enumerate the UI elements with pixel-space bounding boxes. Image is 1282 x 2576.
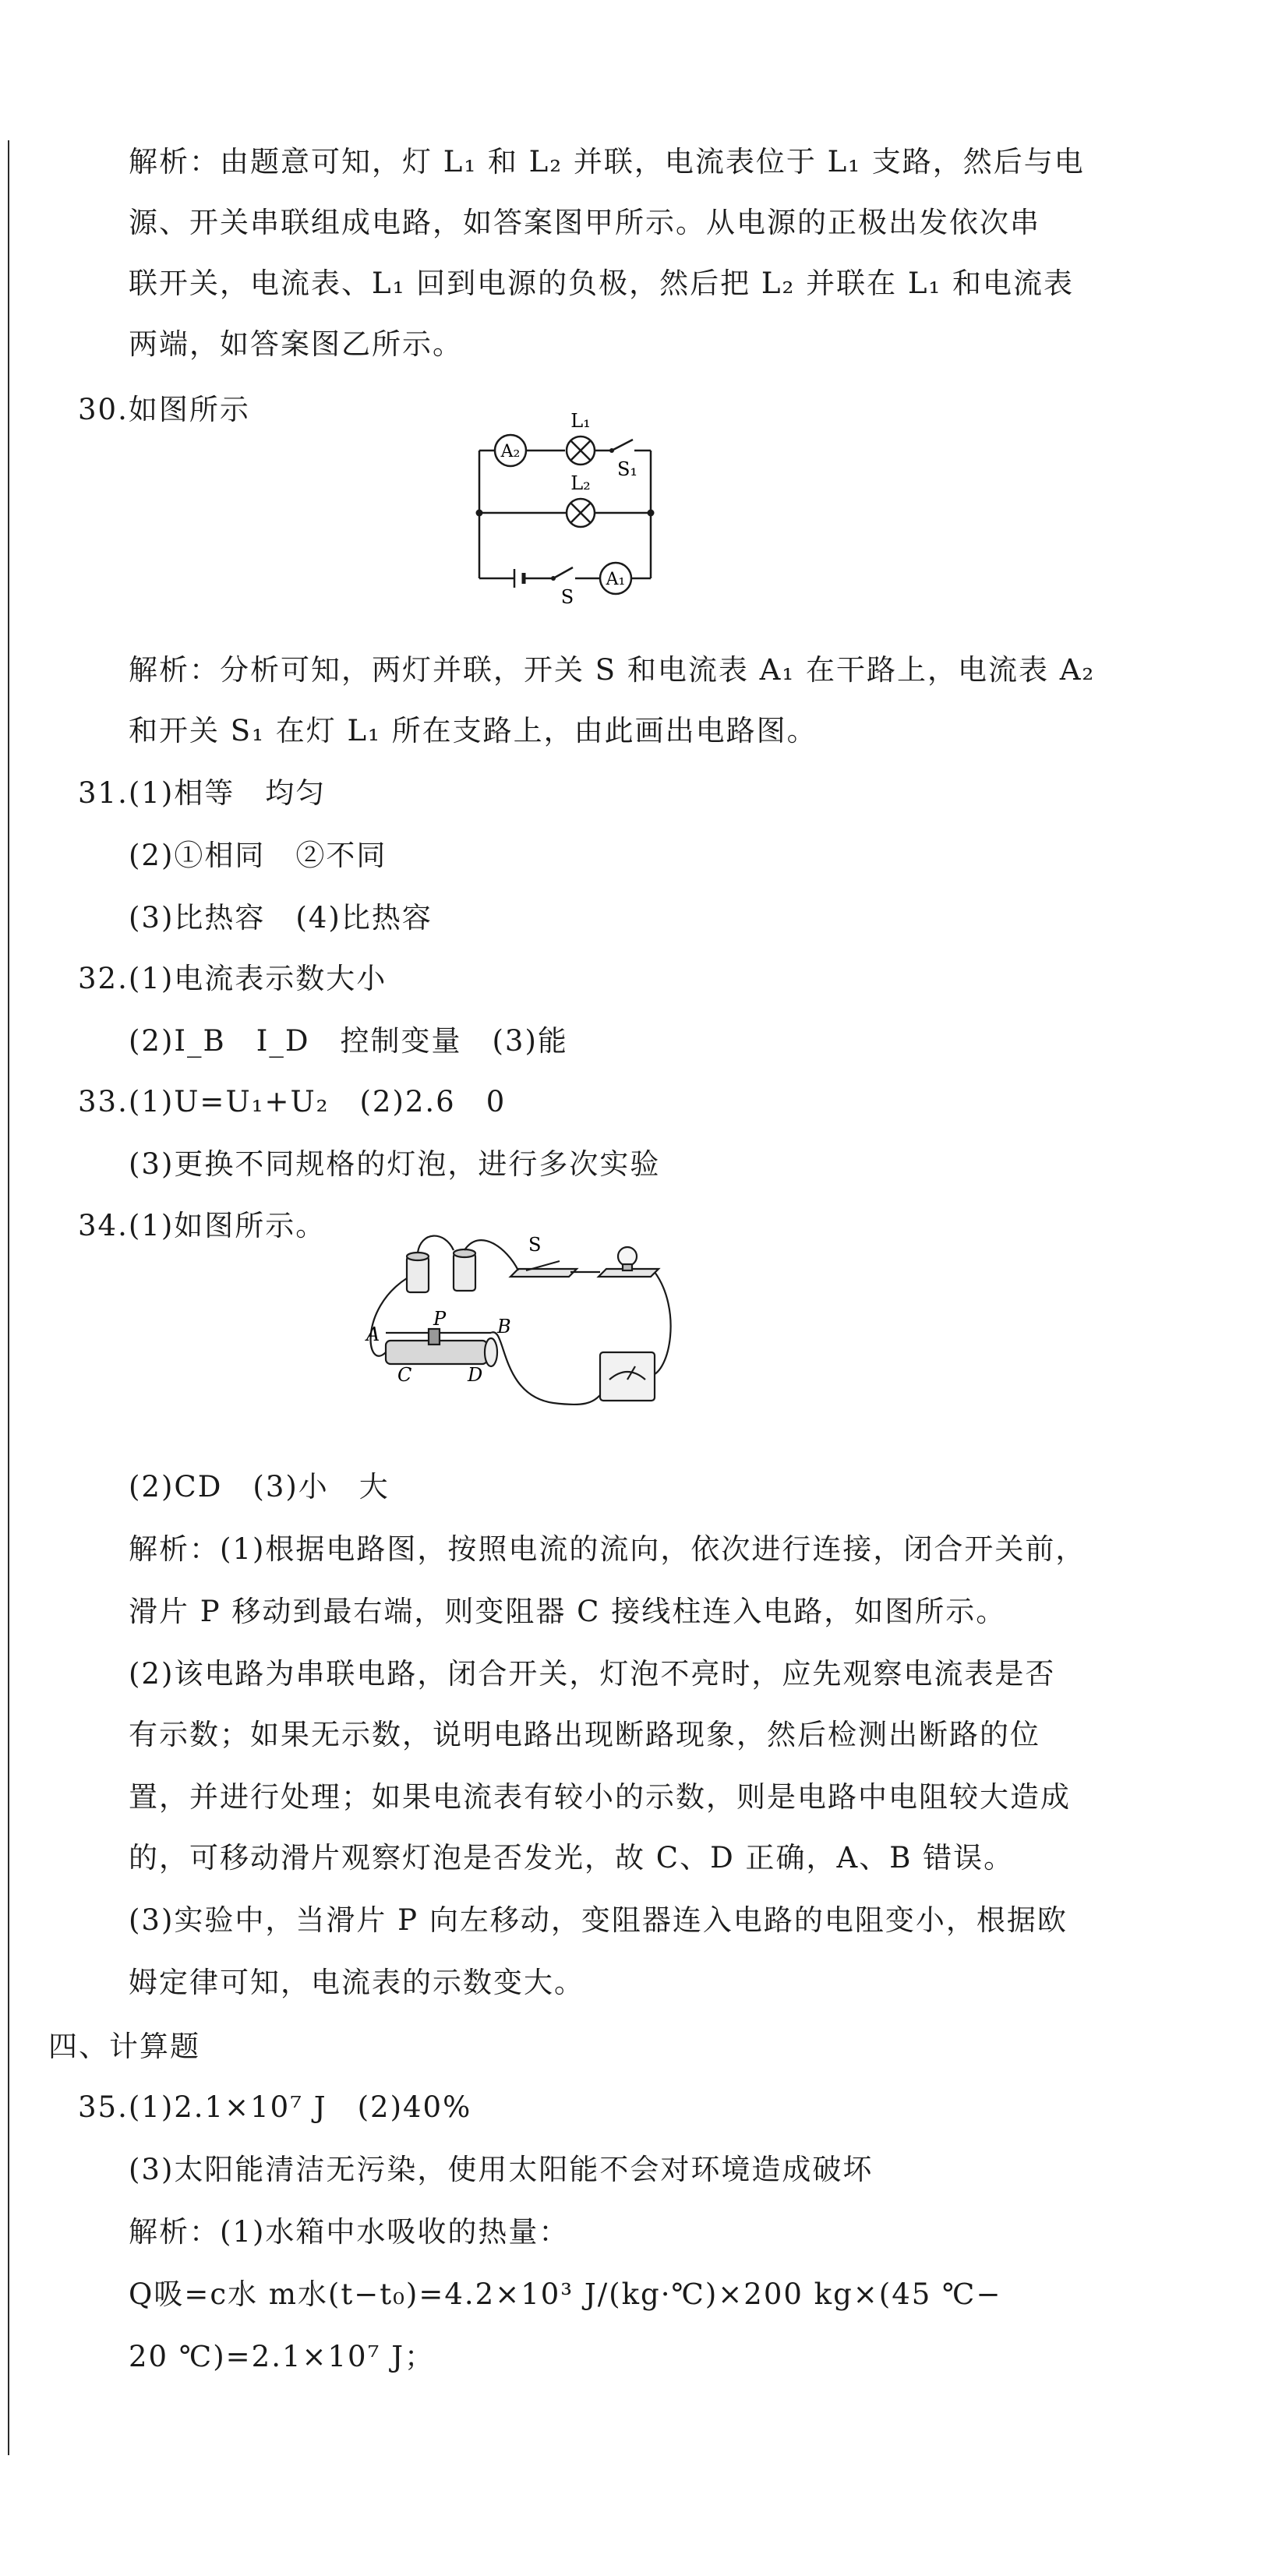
q31-line3: (3)比热容 (4)比热容 bbox=[129, 901, 433, 935]
label-l2: L₂ bbox=[570, 472, 591, 494]
q34-analysis-2: 滑片 P 移动到最右端，则变阻器 C 接线柱连入电路，如图所示。 bbox=[129, 1595, 1007, 1628]
q30-text: 如图所示 bbox=[128, 393, 250, 426]
q33-line2: (3)更换不同规格的灯泡，进行多次实验 bbox=[129, 1147, 661, 1181]
q30-heading bbox=[78, 388, 250, 432]
q34-analysis-1: 解析：(1)根据电路图，按照电流的流向，依次进行连接，闭合开关前， bbox=[129, 1532, 1086, 1566]
q34-analysis-4: 有示数；如果无示数，说明电路出现断路现象，然后检测出断路的位 bbox=[129, 1718, 1040, 1751]
q34-analysis-8: 姆定律可知，电流表的示数变大。 bbox=[129, 1966, 584, 1999]
q34-experiment-figure bbox=[351, 1216, 678, 1434]
q34-line2: (2)CD (3)小 大 bbox=[129, 1470, 390, 1504]
q35-line5: 20 ℃)=2.1×10⁷ J； bbox=[129, 2340, 436, 2373]
page-edge-line bbox=[8, 140, 9, 2455]
section4-title: 四、计算题 bbox=[48, 2030, 200, 2063]
q29-analysis-line3: 联开关，电流表、L₁ 回到电源的负极，然后把 L₂ 并联在 L₁ 和电流表 bbox=[129, 267, 1075, 300]
q34-analysis-6: 的，可移动滑片观察灯泡是否发光，故 C、D 正确，A、B 错误。 bbox=[129, 1841, 1015, 1875]
label-s1: S₁ bbox=[616, 458, 638, 480]
q32-line1: 32.(1)电流表示数大小 bbox=[78, 962, 387, 995]
label-s: S bbox=[560, 586, 574, 608]
q34-analysis-5: 置，并进行处理；如果电流表有较小的示数，则是电路中电阻较大造成 bbox=[129, 1780, 1071, 1814]
q29-analysis-line2: 源、开关串联组成电路，如答案图甲所示。从电源的正极出发依次串 bbox=[129, 206, 1040, 239]
fig-label-a: A bbox=[366, 1323, 380, 1345]
q31-line2: (2)①相同 ②不同 bbox=[129, 839, 387, 872]
fig-label-b: B bbox=[497, 1316, 511, 1337]
q30-circuit-diagram bbox=[468, 398, 670, 608]
q35-line2: (3)太阳能清洁无污染，使用太阳能不会对环境造成破坏 bbox=[129, 2153, 874, 2186]
fig-label-d: D bbox=[468, 1364, 483, 1386]
q29-analysis-line1: 解析：由题意可知，灯 L₁ 和 L₂ 并联，电流表位于 L₁ 支路，然后与电 bbox=[129, 145, 1085, 178]
q30-analysis-line1: 解析：分析可知，两灯并联，开关 S 和电流表 A₁ 在干路上，电流表 A₂ bbox=[129, 653, 1096, 687]
q29-analysis-line4: 两端，如答案图乙所示。 bbox=[129, 327, 463, 361]
q32-line2: (2)I_B I_D 控制变量 (3)能 bbox=[129, 1024, 568, 1058]
q33-line1: 33.(1)U=U₁+U₂ (2)2.6 0 bbox=[78, 1085, 507, 1118]
fig-label-c: C bbox=[397, 1364, 412, 1386]
q30-analysis-line2: 和开关 S₁ 在灯 L₁ 所在支路上，由此画出电路图。 bbox=[129, 714, 818, 747]
q35-line1: 35.(1)2.1×10⁷ J (2)40% bbox=[78, 2090, 472, 2124]
label-l1: L₁ bbox=[570, 410, 591, 432]
q34-analysis-3: (2)该电路为串联电路，闭合开关，灯泡不亮时，应先观察电流表是否 bbox=[129, 1657, 1056, 1691]
fig-label-p: P bbox=[433, 1308, 447, 1330]
label-a1: A₁ bbox=[606, 570, 626, 589]
q34-analysis-7: (3)实验中，当滑片 P 向左移动，变阻器连入电路的电阻变小，根据欧 bbox=[129, 1903, 1068, 1937]
q31-line1: 31.(1)相等 均匀 bbox=[78, 776, 327, 810]
fig-label-s: S bbox=[528, 1234, 542, 1256]
q35-line3: 解析：(1)水箱中水吸收的热量： bbox=[129, 2215, 570, 2249]
q34-line1: 34.(1)如图所示。 bbox=[78, 1209, 327, 1242]
q35-line4: Q吸=c水 m水(t−t₀)=4.2×10³ J/(kg·℃)×200 kg×(45 ℃− bbox=[129, 2277, 1002, 2311]
q30-number: 30. bbox=[78, 393, 129, 426]
label-a2: A₂ bbox=[500, 442, 521, 461]
